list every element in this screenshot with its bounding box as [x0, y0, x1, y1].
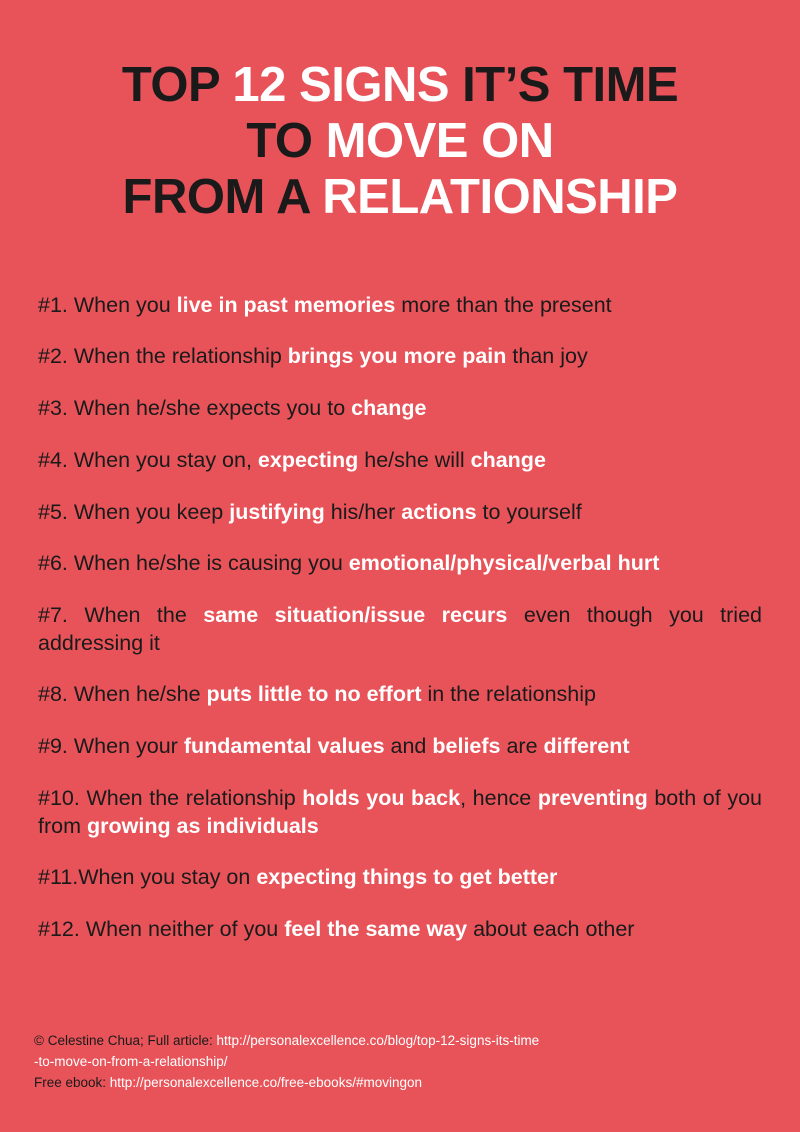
- list-item-highlight: growing as individuals: [86, 813, 319, 838]
- list-item-highlight: expecting things to get better: [256, 865, 558, 890]
- title-part: FROM A: [122, 169, 323, 224]
- list-item-highlight: change: [351, 396, 427, 421]
- list-item-text: When the relationship: [79, 785, 303, 810]
- list-item-number: #11.: [38, 865, 79, 890]
- title-part: TOP: [121, 58, 233, 112]
- list-item-text: to yourself: [476, 499, 582, 524]
- list-item-number: #4.: [38, 447, 68, 472]
- footer-article-url-2[interactable]: -to-move-on-from-a-relationship/: [34, 1054, 228, 1070]
- list-item-number: #12.: [38, 917, 80, 942]
- title-part-highlight: 12 SIGNS: [232, 58, 450, 112]
- list-item-text: When you stay on: [78, 865, 257, 890]
- footer-ebook-line: [34, 1073, 766, 1094]
- list-item-text: , hence: [460, 785, 538, 810]
- list-item-text: When he/she: [67, 682, 207, 707]
- list-item-text: his/her: [324, 499, 402, 524]
- list-item: [38, 292, 762, 320]
- list-item: [38, 395, 762, 423]
- list-item-highlight: feel the same way: [284, 917, 468, 942]
- list-item-text: both of you from: [38, 785, 763, 838]
- list-item-number: #2.: [38, 344, 68, 369]
- signs-list: [34, 292, 766, 944]
- footer-credit: © Celestine Chua; Full article:: [34, 1033, 217, 1049]
- list-item: [38, 864, 762, 892]
- list-item-text: in the relationship: [421, 682, 596, 707]
- list-item: [38, 785, 762, 840]
- list-item-text: and: [384, 734, 433, 759]
- list-item-text: even though you tried addressing it: [38, 602, 762, 655]
- footer: [34, 1031, 766, 1094]
- list-item-number: #9.: [38, 734, 68, 759]
- list-item-highlight: beliefs: [432, 734, 501, 759]
- list-item-text: about each other: [467, 917, 635, 942]
- page-title: [34, 58, 766, 226]
- title-part: IT’S TIME: [449, 58, 679, 112]
- list-item-highlight: emotional/physical/verbal hurt: [348, 551, 660, 576]
- footer-ebook-url[interactable]: http://personalexcellence.co/free-ebooks/#movingon: [109, 1075, 422, 1091]
- list-item-highlight: change: [470, 447, 546, 472]
- list-item-text: When you: [67, 292, 177, 317]
- list-item-text: When the: [67, 602, 204, 627]
- list-item-number: #7.: [38, 602, 68, 627]
- title-line-2: [34, 114, 766, 170]
- list-item-highlight: live in past memories: [176, 292, 396, 317]
- list-item-text: When he/she is causing you: [67, 551, 349, 576]
- footer-ebook-label: Free ebook:: [34, 1075, 110, 1091]
- list-item-highlight: actions: [401, 499, 477, 524]
- list-item-number: #10.: [38, 785, 80, 810]
- list-item-highlight: fundamental values: [183, 734, 385, 759]
- list-item-text: When you stay on,: [67, 447, 258, 472]
- list-item: [38, 681, 762, 709]
- list-item-text: he/she will: [358, 447, 471, 472]
- list-item: [38, 602, 762, 657]
- list-item-text: When you keep: [67, 499, 230, 524]
- footer-article-url-1[interactable]: http://personalexcellence.co/blog/top-12-signs-its-time: [216, 1033, 540, 1049]
- list-item-highlight: puts little to no effort: [206, 682, 422, 707]
- list-item: [38, 343, 762, 371]
- title-line-3: [34, 170, 766, 226]
- list-item-text: more than the present: [395, 292, 612, 317]
- list-item-number: #3.: [38, 396, 68, 421]
- list-item-number: #8.: [38, 682, 68, 707]
- list-item: [38, 447, 762, 475]
- list-item-number: #6.: [38, 551, 68, 576]
- title-line-1: [34, 58, 766, 114]
- list-item: [38, 733, 762, 761]
- list-item-highlight: different: [543, 734, 630, 759]
- title-part-highlight: MOVE ON: [325, 113, 554, 168]
- footer-credit-line: [34, 1031, 766, 1052]
- list-item-number: #1.: [38, 292, 68, 317]
- list-item-highlight: brings you more pain: [287, 344, 507, 369]
- list-item-highlight: same situation/issue recurs: [203, 602, 508, 627]
- list-item-highlight: justifying: [229, 499, 325, 524]
- title-part: TO: [246, 113, 326, 168]
- list-item: [38, 550, 762, 578]
- title-part-highlight: RELATIONSHIP: [322, 169, 678, 224]
- list-item-text: When the relationship: [67, 344, 288, 369]
- list-item-text: When your: [67, 734, 184, 759]
- list-item-text: than joy: [506, 344, 588, 369]
- list-item-text: When he/she expects you to: [67, 396, 352, 421]
- list-item-text: When neither of you: [79, 917, 285, 942]
- list-item: [38, 499, 762, 527]
- list-item-number: #5.: [38, 499, 68, 524]
- list-item-highlight: preventing: [537, 785, 648, 810]
- list-item: [38, 916, 762, 944]
- list-item-highlight: expecting: [257, 447, 359, 472]
- list-item-highlight: holds you back: [302, 785, 461, 810]
- list-item-text: are: [500, 734, 544, 759]
